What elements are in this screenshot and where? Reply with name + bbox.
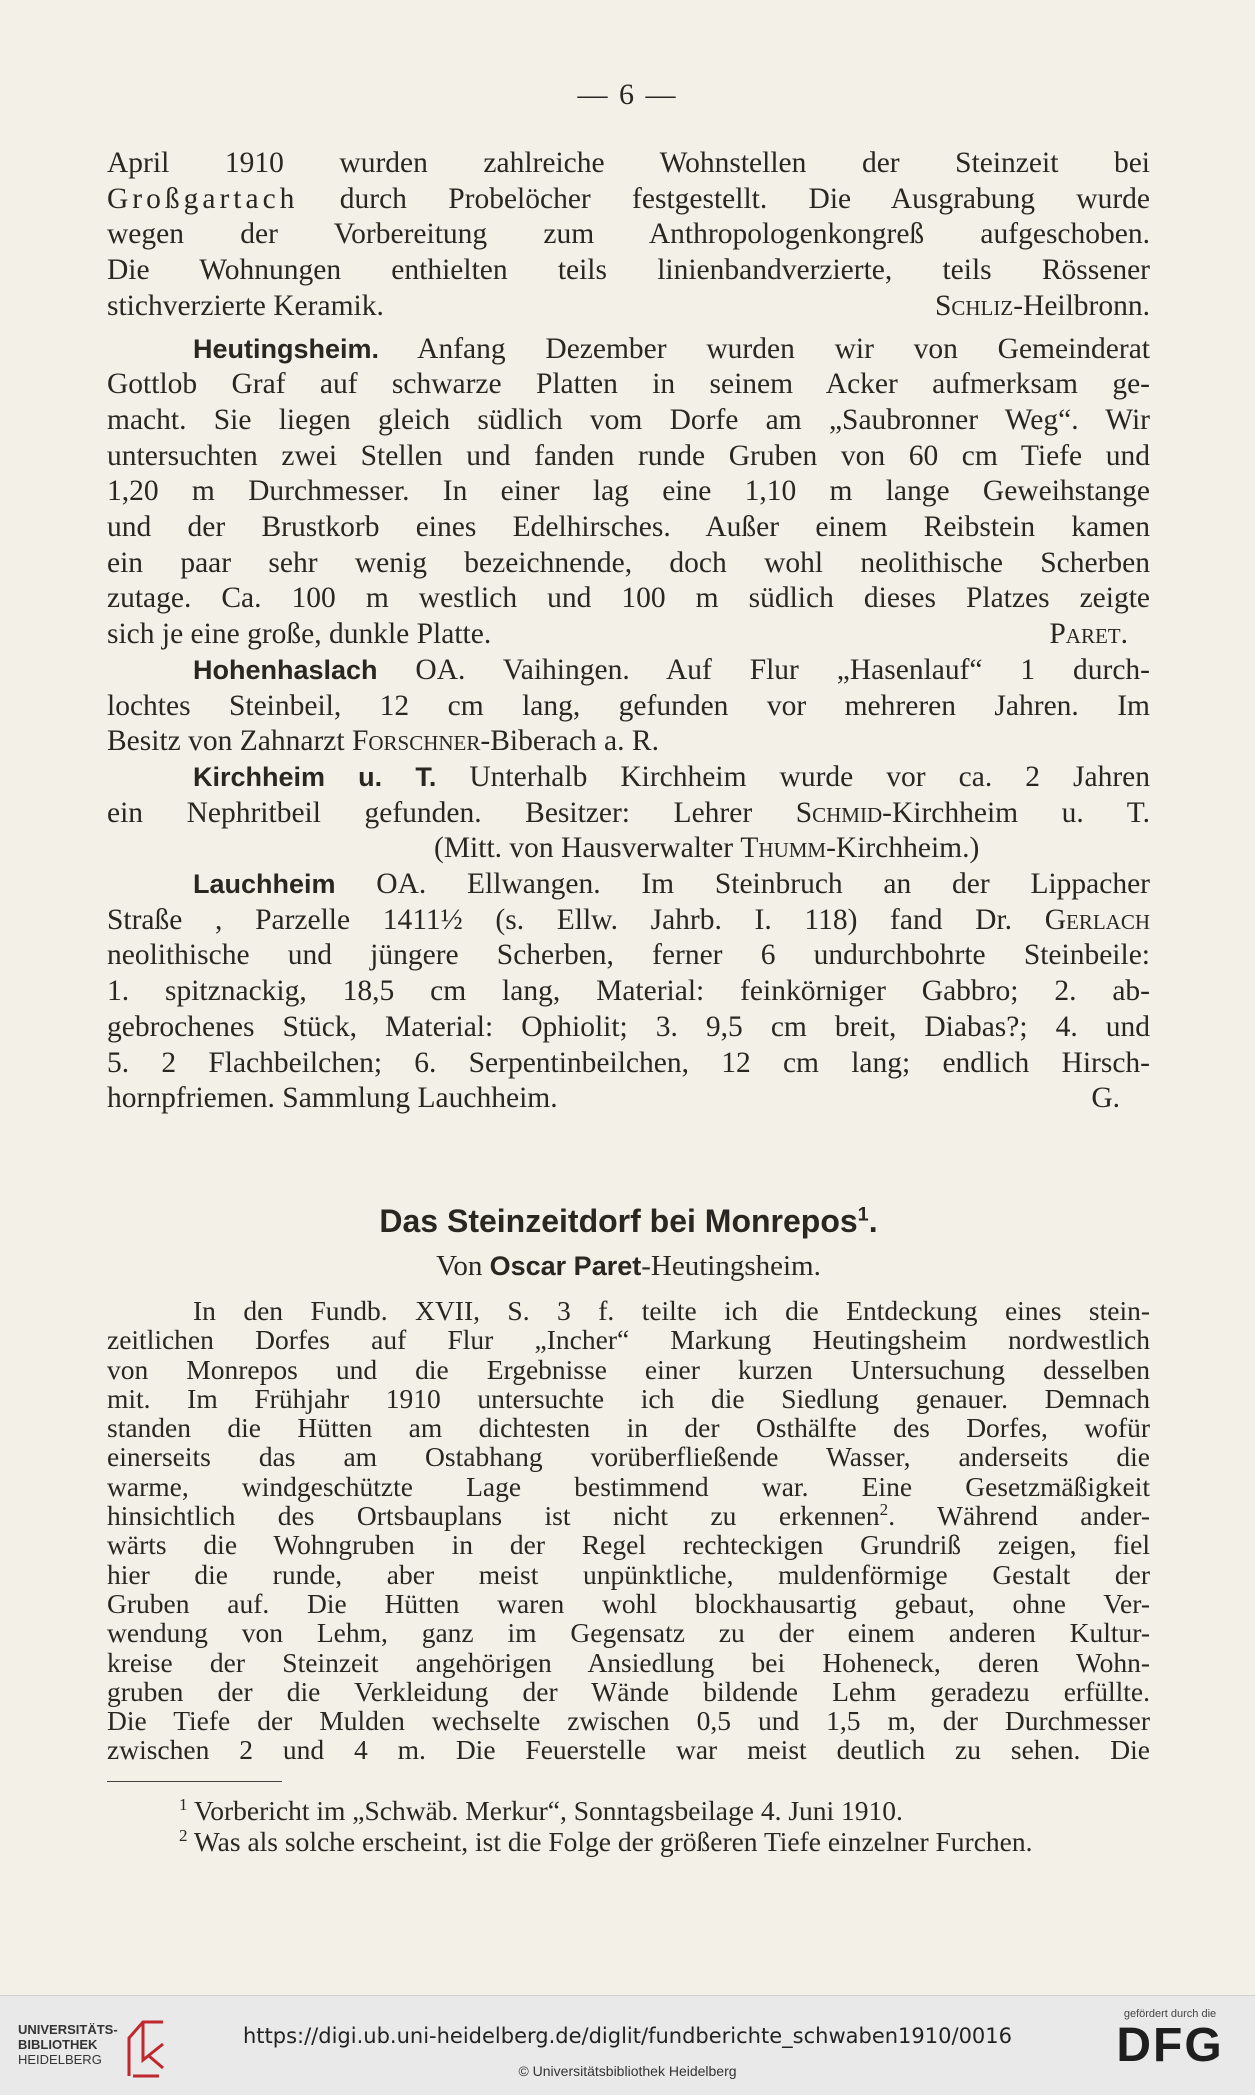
article — [107, 1203, 1150, 1283]
text-line — [107, 903, 1150, 939]
text-span: stichverzierte Keramik. — [107, 289, 384, 322]
text-span: Unterhalb Kirchheim wurde vor ca. 2 Jahren — [469, 760, 1150, 793]
entry-heading: Lauchheim — [193, 869, 336, 900]
funder-logo[interactable] — [1105, 2008, 1235, 2072]
text-line — [107, 796, 1150, 832]
main-text — [107, 146, 1150, 1117]
author-signature: Paret. — [1049, 618, 1128, 651]
text-span: hinsichtlich des Ortsbauplans ist nicht zu erkennen — [107, 1500, 880, 1532]
place-name: Großgartach — [107, 182, 299, 215]
article-byline — [107, 1250, 1150, 1283]
text-span: sich je eine große, dunkle Platte. — [107, 618, 492, 651]
author-signature — [935, 289, 1150, 325]
text-line: lochtes Steinbeil, 12 cm lang, gefunden vor mehreren Jahren. Im — [107, 689, 1150, 722]
text-line: mit. Im Frühjahr 1910 untersuchte ich die Siedlung genauer. Demnach — [107, 1382, 1150, 1414]
footnote-divider — [107, 1781, 282, 1782]
copyright-notice: © Universitätsbibliothek Heidelberg — [518, 2063, 737, 2079]
footnote-text: Vorbericht im „Schwäb. Merkur“, Sonntagsbeilage 4. Juni 1910. — [193, 1795, 903, 1826]
page-number: — 6 — — [577, 78, 678, 111]
text-line: neolithische und jüngere Scherben, ferner 6 undurchbohrte Steinbeile: — [107, 939, 1150, 972]
author-name: Oscar Paret — [489, 1251, 642, 1281]
text-span: Besitz von Zahnarzt — [107, 725, 345, 758]
entry-kirchheim — [107, 760, 1150, 867]
article-body — [107, 1296, 1150, 1765]
text-line — [107, 1081, 1150, 1117]
funding-note: gefördert durch die — [1123, 2008, 1217, 2020]
informant-place: -Kirchheim.) — [826, 832, 980, 865]
entry-heading: Hohenhaslach — [193, 654, 378, 685]
text-line: zeitlichen Dorfes auf Flur „Incher“ Markung Heutingsheim nordwestlich — [107, 1324, 1150, 1356]
text-line: 1,20 m Durchmesser. In einer lag eine 1,10 m lange Geweihstange — [107, 475, 1150, 508]
footnote — [107, 1827, 1150, 1858]
owner-name: Schmid — [795, 796, 883, 829]
footnote-mark: 2 — [179, 1825, 188, 1845]
footnote-ref: 2 — [879, 1499, 889, 1519]
text-span: hornpfriemen. Sammlung Lauchheim. — [107, 1082, 558, 1115]
text-line: macht. Sie liegen gleich südlich vom Dorfe am „Saubronner Weg“. Wir — [107, 403, 1150, 436]
byline-prefix: Von — [436, 1250, 483, 1282]
text-line: ein paar sehr wenig bezeichnende, doch wohl neolithische Scherben — [107, 546, 1150, 579]
entry-grossgartach — [107, 146, 1150, 325]
text-line: wärts die Wohngruben in der Regel rechteckigen Grundriß zeigen, fiel — [107, 1529, 1150, 1561]
entry-heading: Heutingsheim. — [193, 333, 380, 364]
text-line: und der Brustkorb eines Edelhirsches. Außer einem Reibstein kamen — [107, 511, 1150, 544]
text-line: Die Tiefe der Mulden wechselte zwischen 0,5 und 1,5 m, der Durchmesser — [107, 1705, 1150, 1737]
library-logo-line: BIBLIOTHEK — [18, 2037, 98, 2052]
informant-name: Thumm — [740, 832, 827, 865]
text-line: zwischen 2 und 4 m. Die Feuerstelle war meist deutlich zu sehen. Die — [107, 1734, 1150, 1766]
author-place: -Biberach a. R. — [480, 725, 659, 758]
text-line: 5. 2 Flachbeilchen; 6. Serpentinbeilchen, 12 cm lang; endlich Hirsch- — [107, 1046, 1150, 1079]
viewer-footer — [0, 1995, 1255, 2095]
text-line: April 1910 wurden zahlreiche Wohnstellen der Steinzeit bei — [107, 147, 1150, 179]
text-line — [107, 617, 1150, 653]
permalink-url[interactable]: https://digi.ub.uni-heidelberg.de/diglit/fundberichte_schwaben1910/0016 — [242, 2024, 1013, 2048]
text-span: OA. Ellwangen. Im Steinbruch an der Lippacher — [376, 868, 1151, 901]
article-title — [107, 1203, 1150, 1240]
text-line: Die Wohnungen enthielten teils linienbandverzierte, teils Rössener — [107, 254, 1150, 287]
library-logo-line: UNIVERSITÄTS- — [18, 2022, 118, 2037]
text-line: 1. spitznackig, 18,5 cm lang, Material: feinkörniger Gabbro; 2. ab- — [107, 975, 1150, 1008]
author-place: -Heilbronn. — [1013, 289, 1150, 322]
text-line — [107, 1501, 1150, 1530]
text-span: (Mitt. von Hausverwalter — [434, 832, 734, 865]
text-line: wegen der Vorbereitung zum Anthropologenkongreß aufgeschoben. — [107, 218, 1150, 251]
footnote — [107, 1796, 1150, 1827]
text-span: ein Nephritbeil gefunden. Besitzer: Lehrer — [107, 796, 753, 829]
entry-lauchheim — [107, 867, 1150, 1117]
text-line: standen die Hütten am dichtesten in der Osthälfte des Dorfes, wofür — [107, 1412, 1150, 1444]
text-line — [107, 332, 1150, 368]
text-line: einerseits das am Ostabhang vorüberfließende Wasser, anderseits die — [107, 1441, 1150, 1473]
text-line — [107, 289, 1150, 325]
text-line — [107, 831, 1150, 867]
entry-heading: Kirchheim u. T. — [193, 761, 437, 792]
entry-hohenhaslach — [107, 653, 1150, 760]
text-span: . Während ander- — [888, 1500, 1150, 1532]
library-logo-line: HEIDELBERG — [18, 2052, 102, 2067]
text-line: gruben der die Verkleidung der Wände bildende Lehm geradezu erfüllte. — [107, 1675, 1150, 1707]
text-line: kreise der Steinzeit angehörigen Ansiedlung bei Hoheneck, deren Wohn- — [107, 1646, 1150, 1678]
article-title-text: Das Steinzeitdorf bei Monrepos — [379, 1203, 858, 1239]
text-line: von Monrepos und die Ergebnisse einer kurzen Untersuchung desselben — [107, 1353, 1150, 1385]
author-name: Schliz — [934, 289, 1014, 322]
finder-name: Gerlach — [1044, 903, 1150, 936]
text-line: hier die runde, aber meist unpünktliche, muldenförmige Gestalt der — [107, 1558, 1150, 1590]
text-line: gebrochenes Stück, Material: Ophiolit; 3. 9,5 cm breit, Diabas?; 4. und — [107, 1010, 1150, 1043]
text-line: warme, windgeschützte Lage bestimmend war. Eine Gesetzmäßigkeit — [107, 1470, 1150, 1502]
text-line — [107, 724, 1150, 760]
author-signature: G. — [1091, 1082, 1120, 1115]
text-line: zutage. Ca. 100 m westlich und 100 m südlich dieses Platzes zeigte — [107, 582, 1150, 615]
text-line: Gruben auf. Die Hütten waren wohl blockhausartig gebaut, ohne Ver- — [107, 1587, 1150, 1619]
text-span: OA. Vaihingen. Auf Flur „Hasenlauf“ 1 durch- — [415, 653, 1150, 686]
text-line — [107, 182, 1150, 218]
text-span: durch Probelöcher festgestellt. Die Ausgrabung wurde — [339, 182, 1151, 215]
title-period: . — [868, 1203, 878, 1239]
text-line — [107, 867, 1150, 903]
dfg-logo-text: DFG — [1116, 2019, 1224, 2072]
text-line: Gottlob Graf auf schwarze Platten in seinem Acker aufmerksam ge- — [107, 368, 1150, 401]
text-span: Anfang Dezember wurden wir von Gemeinderat — [417, 332, 1151, 365]
text-line — [107, 760, 1150, 796]
footnote-ref: 1 — [857, 1203, 869, 1226]
text-line — [107, 653, 1150, 689]
entry-heutingsheim — [107, 332, 1150, 653]
author-name: Forschner — [351, 725, 481, 758]
author-place: -Heutingsheim. — [641, 1250, 821, 1282]
footnotes — [107, 1796, 1150, 1857]
footnote-text: Was als solche erscheint, ist die Folge der größeren Tiefe einzelner Furchen. — [193, 1825, 1033, 1857]
text-span: Straße , Parzelle 1411½ (s. Ellw. Jahrb. I. 118) fand Dr. — [107, 903, 1013, 936]
text-line: untersuchten zwei Stellen und fanden runde Gruben von 60 cm Tiefe und — [107, 439, 1150, 472]
text-line: wendung von Lehm, ganz im Gegensatz zu der einem anderen Kultur- — [107, 1617, 1150, 1649]
owner-place: -Kirchheim u. T. — [882, 796, 1150, 829]
footnote-mark: 1 — [179, 1794, 188, 1814]
text-line: In den Fundb. XVII, S. 3 f. teilte ich die Entdeckung eines stein- — [193, 1295, 1150, 1326]
